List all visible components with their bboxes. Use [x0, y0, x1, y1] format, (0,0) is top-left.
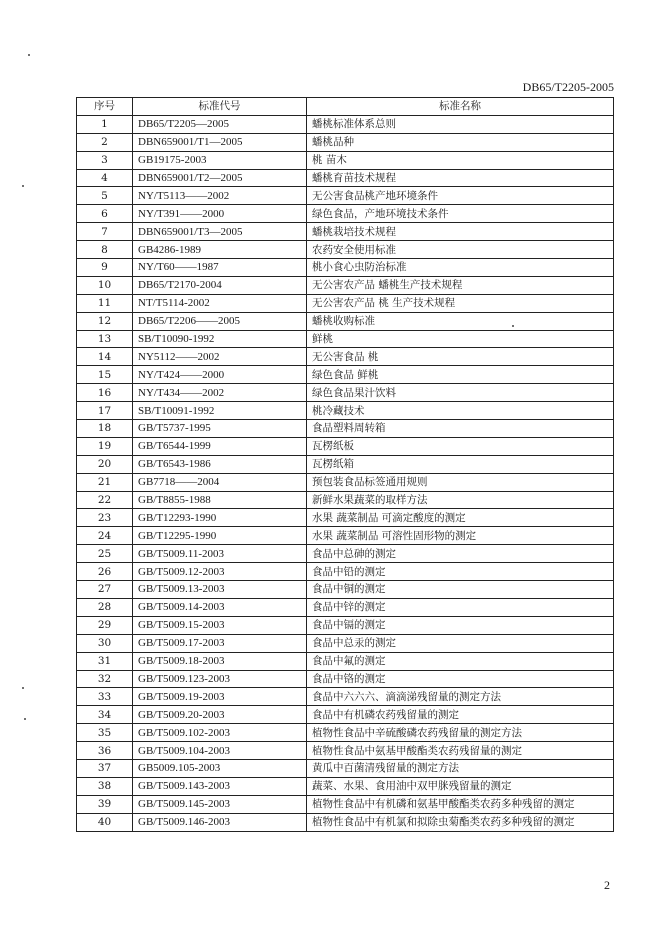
table-row — [77, 777, 614, 795]
standard-code: GB/T5009.14-2003 — [133, 598, 307, 616]
table-row — [77, 688, 614, 706]
row-number: 26 — [77, 563, 133, 581]
row-number: 9 — [77, 259, 133, 277]
standard-name: 瓦楞纸箱 — [307, 455, 614, 473]
row-number: 24 — [77, 527, 133, 545]
standard-code: GB/T5009.102-2003 — [133, 724, 307, 742]
row-number: 17 — [77, 402, 133, 420]
row-number: 39 — [77, 795, 133, 813]
row-number: 14 — [77, 348, 133, 366]
table-row — [77, 706, 614, 724]
row-number: 36 — [77, 742, 133, 760]
standard-code: GB/T5009.145-2003 — [133, 795, 307, 813]
table-row — [77, 187, 614, 205]
page-number: 2 — [604, 878, 610, 892]
standard-code: GB/T12293-1990 — [133, 509, 307, 527]
column-header-number: 序号 — [77, 98, 133, 116]
standard-code: GB7718——2004 — [133, 473, 307, 491]
standard-name: 绿色食品果汁饮料 — [307, 384, 614, 402]
standard-code: GB/T5009.18-2003 — [133, 652, 307, 670]
table-row — [77, 330, 614, 348]
row-number: 28 — [77, 598, 133, 616]
table-row — [77, 616, 614, 634]
row-number: 15 — [77, 366, 133, 384]
row-number: 31 — [77, 652, 133, 670]
standard-code: SB/T10090-1992 — [133, 330, 307, 348]
table-row — [77, 133, 614, 151]
table-row — [77, 545, 614, 563]
row-number: 10 — [77, 276, 133, 294]
standard-code: NY5112——2002 — [133, 348, 307, 366]
standard-name: 蟠桃标准体系总则 — [307, 115, 614, 133]
standard-code: NY/T5113——2002 — [133, 187, 307, 205]
standard-name: 无公害食品桃产地环境条件 — [307, 187, 614, 205]
row-number: 7 — [77, 223, 133, 241]
standard-name: 食品中总砷的测定 — [307, 545, 614, 563]
standard-name: 绿色食品，产地环境技术条件 — [307, 205, 614, 223]
row-number: 3 — [77, 151, 133, 169]
standard-code: GB/T5009.11-2003 — [133, 545, 307, 563]
standard-code: GB/T5009.20-2003 — [133, 706, 307, 724]
table-row — [77, 491, 614, 509]
standard-name: 瓦楞纸板 — [307, 437, 614, 455]
standard-name: 食品中铬的测定 — [307, 670, 614, 688]
standard-name: 鲜桃 — [307, 330, 614, 348]
standard-code: GB4286-1989 — [133, 241, 307, 259]
row-number: 2 — [77, 133, 133, 151]
standard-name: 预包装食品标签通用规则 — [307, 473, 614, 491]
standard-name: 食品塑料周转箱 — [307, 420, 614, 438]
standard-name: 食品中总汞的测定 — [307, 634, 614, 652]
standard-name: 食品中氟的测定 — [307, 652, 614, 670]
standard-name: 水果 蔬菜制品 可溶性固形物的测定 — [307, 527, 614, 545]
table-row — [77, 420, 614, 438]
column-header-name: 标准名称 — [307, 98, 614, 116]
standard-name: 农药安全使用标准 — [307, 241, 614, 259]
standard-code: NY/T424——2000 — [133, 366, 307, 384]
standard-name: 无公害食品 桃 — [307, 348, 614, 366]
standard-code: GB/T5009.12-2003 — [133, 563, 307, 581]
row-number: 40 — [77, 813, 133, 831]
table-row — [77, 813, 614, 831]
standard-code: GB/T12295-1990 — [133, 527, 307, 545]
row-number: 18 — [77, 420, 133, 438]
standard-code: GB/T5009.143-2003 — [133, 777, 307, 795]
row-number: 30 — [77, 634, 133, 652]
table-row — [77, 348, 614, 366]
table-row — [77, 223, 614, 241]
standard-name: 桃冷藏技术 — [307, 402, 614, 420]
row-number: 19 — [77, 437, 133, 455]
row-number: 38 — [77, 777, 133, 795]
row-number: 23 — [77, 509, 133, 527]
standard-code: SB/T10091-1992 — [133, 402, 307, 420]
scan-speck — [512, 325, 514, 327]
standard-code: GB/T5009.17-2003 — [133, 634, 307, 652]
table-row — [77, 509, 614, 527]
row-number: 6 — [77, 205, 133, 223]
standard-name: 蟠桃收购标准 — [307, 312, 614, 330]
standard-name: 食品中镉的测定 — [307, 616, 614, 634]
row-number: 27 — [77, 581, 133, 599]
standard-code: GB19175-2003 — [133, 151, 307, 169]
row-number: 16 — [77, 384, 133, 402]
table-row — [77, 670, 614, 688]
table-row — [77, 259, 614, 277]
standard-code: DBN659001/T2—2005 — [133, 169, 307, 187]
standard-name: 水果 蔬菜制品 可滴定酸度的测定 — [307, 509, 614, 527]
standard-code: NY/T60——1987 — [133, 259, 307, 277]
standard-name: 蟠桃品种 — [307, 133, 614, 151]
standard-name: 植物性食品中氨基甲酸酯类农药残留量的测定 — [307, 742, 614, 760]
row-number: 4 — [77, 169, 133, 187]
scan-speck — [22, 687, 24, 689]
standard-code: GB/T8855-1988 — [133, 491, 307, 509]
standard-code: GB/T5009.123-2003 — [133, 670, 307, 688]
standard-code: GB/T6544-1999 — [133, 437, 307, 455]
table-header-row — [77, 98, 614, 116]
standard-code: GB/T5009.19-2003 — [133, 688, 307, 706]
table-row — [77, 115, 614, 133]
standard-code: NY/T391——2000 — [133, 205, 307, 223]
table-row — [77, 402, 614, 420]
document-id: DB65/T2205-2005 — [522, 80, 614, 94]
table-row — [77, 241, 614, 259]
standard-code: GB5009.105-2003 — [133, 759, 307, 777]
scan-speck — [22, 185, 24, 187]
standard-name: 蟠桃育苗技术规程 — [307, 169, 614, 187]
table-row — [77, 759, 614, 777]
row-number: 20 — [77, 455, 133, 473]
table-row — [77, 527, 614, 545]
table-row — [77, 652, 614, 670]
standard-name: 食品中六六六、滴滴涕残留量的测定方法 — [307, 688, 614, 706]
table-row — [77, 473, 614, 491]
table-row — [77, 724, 614, 742]
standard-name: 黄瓜中百菌清残留量的测定方法 — [307, 759, 614, 777]
standard-name: 食品中铜的测定 — [307, 581, 614, 599]
scan-speck — [24, 718, 26, 720]
standard-name: 食品中有机磷农药残留量的测定 — [307, 706, 614, 724]
standard-code: GB/T5009.15-2003 — [133, 616, 307, 634]
standard-name: 食品中锌的测定 — [307, 598, 614, 616]
table-row — [77, 455, 614, 473]
standard-name: 绿色食品 鲜桃 — [307, 366, 614, 384]
standard-code: DB65/T2206——2005 — [133, 312, 307, 330]
table-row — [77, 795, 614, 813]
table-row — [77, 312, 614, 330]
table-row — [77, 634, 614, 652]
row-number: 13 — [77, 330, 133, 348]
row-number: 11 — [77, 294, 133, 312]
standard-code: DBN659001/T1—2005 — [133, 133, 307, 151]
table-row — [77, 742, 614, 760]
standard-name: 桃小食心虫防治标准 — [307, 259, 614, 277]
table-row — [77, 205, 614, 223]
standard-code: DBN659001/T3—2005 — [133, 223, 307, 241]
table-row — [77, 563, 614, 581]
table-row — [77, 384, 614, 402]
table-row — [77, 598, 614, 616]
row-number: 5 — [77, 187, 133, 205]
row-number: 35 — [77, 724, 133, 742]
standard-name: 蟠桃栽培技术规程 — [307, 223, 614, 241]
standard-code: GB/T5009.104-2003 — [133, 742, 307, 760]
standard-name: 食品中铅的测定 — [307, 563, 614, 581]
standard-name: 无公害农产品 蟠桃生产技术规程 — [307, 276, 614, 294]
row-number: 1 — [77, 115, 133, 133]
standards-table — [76, 97, 614, 832]
row-number: 37 — [77, 759, 133, 777]
row-number: 32 — [77, 670, 133, 688]
standard-code: GB/T5009.13-2003 — [133, 581, 307, 599]
standard-name: 无公害农产品 桃 生产技术规程 — [307, 294, 614, 312]
standard-name: 植物性食品中有机磷和氨基甲酸酯类农药多种残留的测定 — [307, 795, 614, 813]
standard-name: 植物性食品中辛硫酸磷农药残留量的测定方法 — [307, 724, 614, 742]
standard-name: 新鲜水果蔬菜的取样方法 — [307, 491, 614, 509]
row-number: 21 — [77, 473, 133, 491]
row-number: 22 — [77, 491, 133, 509]
row-number: 34 — [77, 706, 133, 724]
table-row — [77, 581, 614, 599]
table-row — [77, 151, 614, 169]
column-header-code: 标准代号 — [133, 98, 307, 116]
standard-code: NY/T434——2002 — [133, 384, 307, 402]
standard-code: DB65/T2205—2005 — [133, 115, 307, 133]
row-number: 12 — [77, 312, 133, 330]
standard-name: 植物性食品中有机氯和拟除虫菊酯类农药多种残留的测定 — [307, 813, 614, 831]
standard-code: NT/T5114-2002 — [133, 294, 307, 312]
row-number: 25 — [77, 545, 133, 563]
standard-code: GB/T5737-1995 — [133, 420, 307, 438]
table-row — [77, 294, 614, 312]
row-number: 33 — [77, 688, 133, 706]
table-row — [77, 276, 614, 294]
row-number: 8 — [77, 241, 133, 259]
table-row — [77, 169, 614, 187]
standard-code: DB65/T2170-2004 — [133, 276, 307, 294]
table-row — [77, 366, 614, 384]
standard-code: GB/T6543-1986 — [133, 455, 307, 473]
standard-name: 蔬菜、水果、食用油中双甲脒残留量的测定 — [307, 777, 614, 795]
table-row — [77, 437, 614, 455]
standard-name: 桃 苗木 — [307, 151, 614, 169]
scan-speck — [28, 54, 30, 56]
standard-code: GB/T5009.146-2003 — [133, 813, 307, 831]
row-number: 29 — [77, 616, 133, 634]
